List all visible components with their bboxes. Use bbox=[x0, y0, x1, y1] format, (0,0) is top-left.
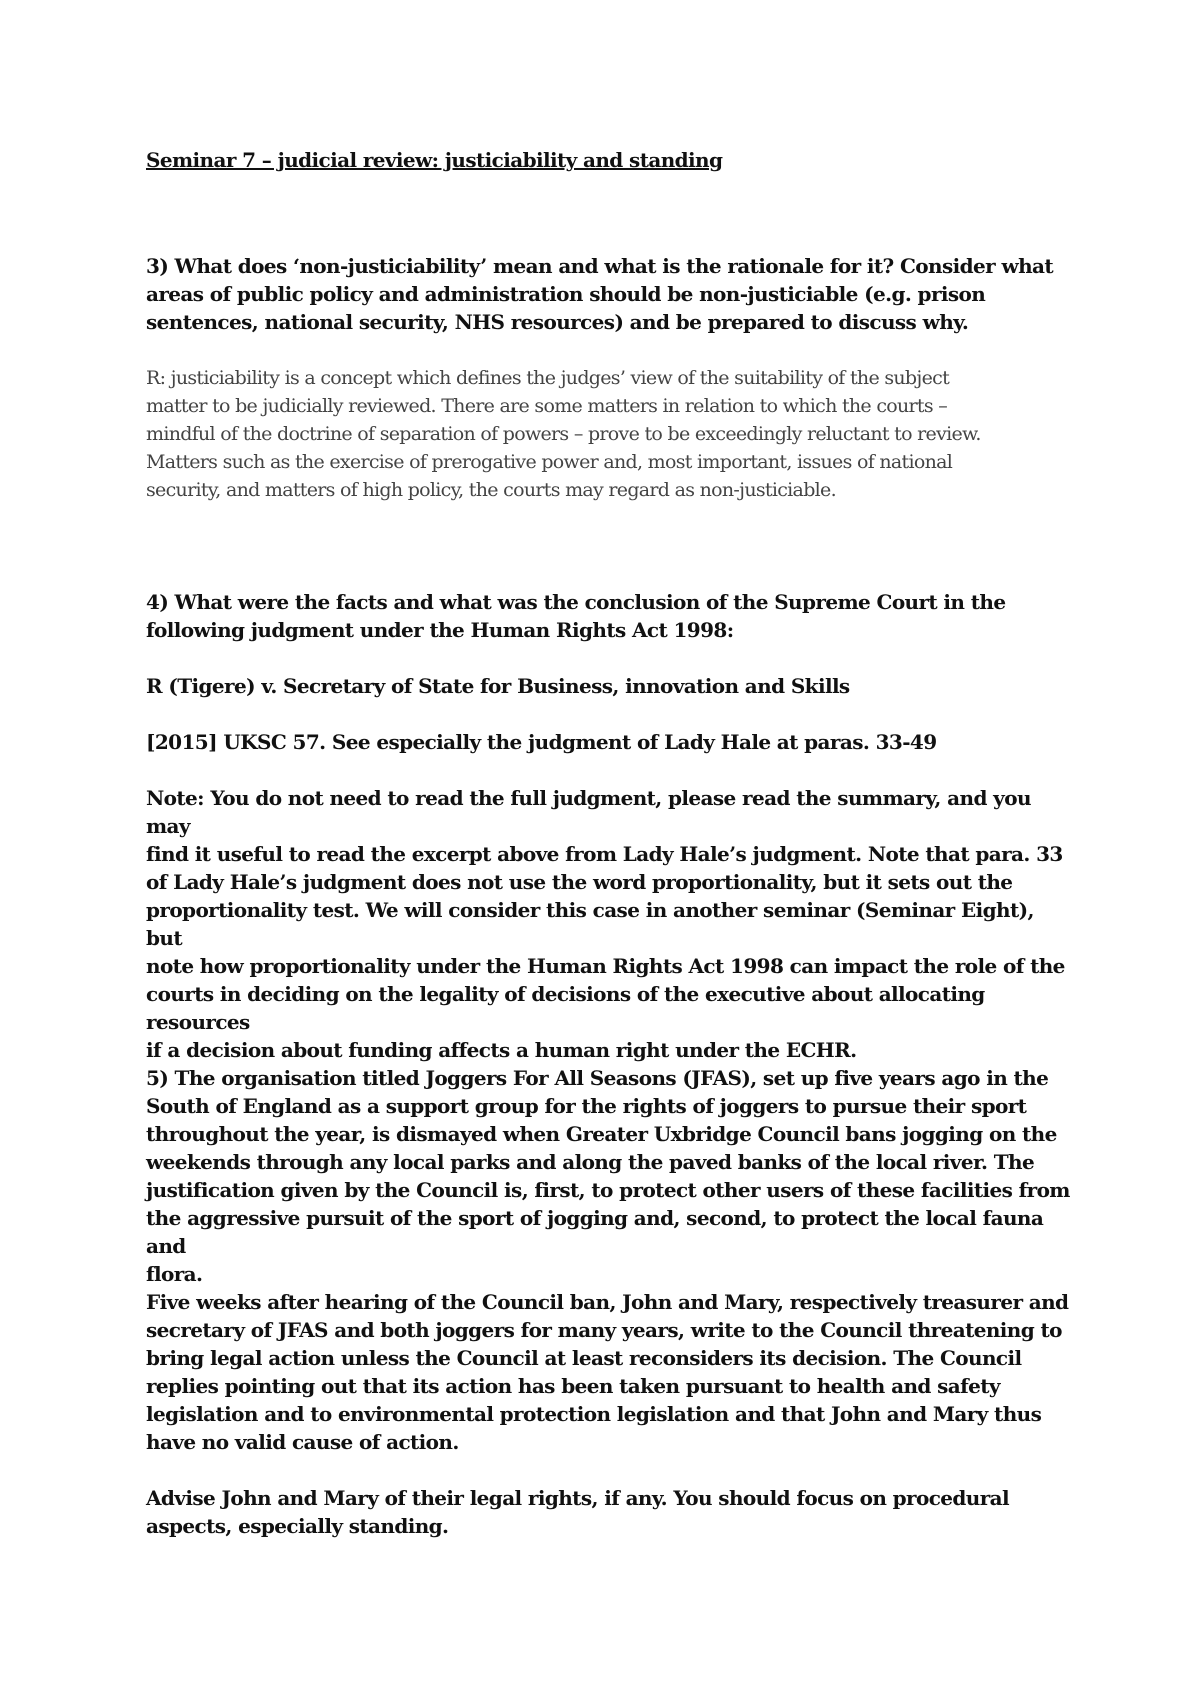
question-4: 4) What were the facts and what was the conclusion of the Supreme Court in the following judgment under the Human Rights Act 1998: bbox=[146, 590, 1006, 642]
page-title: Seminar 7 – judicial review: justiciability and standing bbox=[146, 148, 723, 172]
case-citation: [2015] UKSC 57. See especially the judgment of Lady Hale at paras. 33-49 bbox=[146, 730, 937, 754]
question-3: 3) What does ‘non-justiciability’ mean and what is the rationale for it? Consider what areas of public policy and administration should be non-justiciable (e.g. prison sentences, national security, NHS resources) and be prepared to discuss why. bbox=[146, 254, 1054, 334]
question-5: 5) The organisation titled Joggers For All Seasons (JFAS), set up five years ago in the South of England as a support group for the rights of joggers to pursue their sport throughout the year, is dismayed when Greater Uxbridge Council bans jogging on the weekends through any local parks and along the paved banks of the local river. The justification given by the Council is, first, to protect other users of these facilities from the aggressive pursuit of the sport of jogging and, second, to protect the local fauna and flora. bbox=[146, 1066, 1070, 1286]
question-5-paragraph-2: Five weeks after hearing of the Council ban, John and Mary, respectively treasurer and secretary of JFAS and both joggers for many years, write to the Council threatening to bring legal action unless the Council at least reconsiders its decision. The Council replies pointing out that its action has been taken pursuant to health and safety legislation and to environmental protection legislation and that John and Mary thus have no valid cause of action. bbox=[146, 1290, 1069, 1454]
question-4-note: Note: You do not need to read the full judgment, please read the summary, and you may find it useful to read the excerpt above from Lady Hale’s judgment. Note that para. 33 of Lady Hale’s judgment does not use the word proportionality, but it sets out the proportionality test. We will consider this case in another seminar (Seminar Eight), but note how proportionality under the Human Rights Act 1998 can impact the role of the courts in deciding on the legality of decisions of the executive about allocating resources if a decision about funding affects a human right under the ECHR. bbox=[146, 786, 1065, 1062]
answer-3: R: justiciability is a concept which defines the judges’ view of the suitability of the subject matter to be judicially reviewed. There are some matters in relation to which the courts – mindful of the doctrine of separation of powers – prove to be exceedingly reluctant to review. Matters such as the exercise of prerogative power and, most important, issues of national security, and matters of high policy, the courts may regard as non-justiciable. bbox=[146, 367, 981, 501]
question-5-paragraph-3: Advise John and Mary of their legal rights, if any. You should focus on procedural aspects, especially standing. bbox=[146, 1486, 1010, 1538]
case-name: R (Tigere) v. Secretary of State for Business, innovation and Skills bbox=[146, 674, 850, 698]
